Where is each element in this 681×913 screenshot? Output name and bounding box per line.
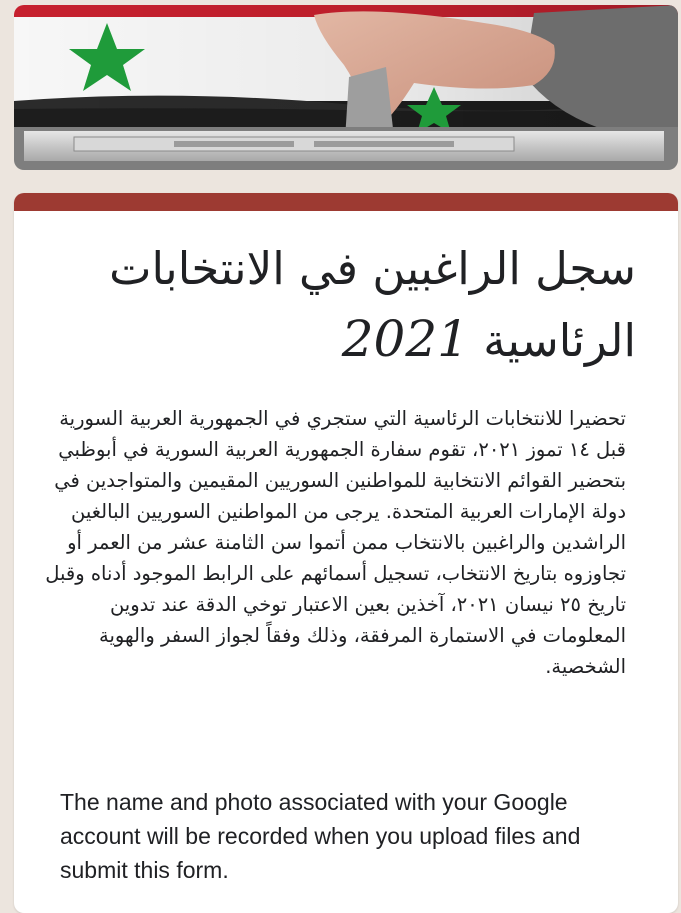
form-title-line2: الرئاسية	[483, 314, 636, 367]
form-header-card	[14, 193, 678, 913]
syrian-flag-ballot-image	[14, 5, 678, 170]
form-title-year: 2021	[341, 310, 469, 368]
header-banner-image	[14, 5, 678, 170]
theme-color-bar	[14, 193, 678, 211]
google-account-notice: The name and photo associated with your Google account will be recorded when you upload files and submit this form.	[60, 789, 581, 883]
form-title	[36, 233, 636, 376]
form-description: تحضيرا للانتخابات الرئاسية التي ستجري في الجمهورية العربية السورية قبل ١٤ تموز ٢٠٢١، تقوم سفارة الجمهورية العربية السورية في أبوظبي بتحضير القوائم الانتخابية للمواطنين السوريين المقيمين والمتواجدين في دولة الإمارات العربية المتحدة. يرجى من المواطنين السوريين البالغين الراشدين والراغبين بالانتخاب ممن أتموا سن الثامنة عشر من العمر أو تجاوزوه بتاريخ الانتخاب، تسجيل أسمائهم على الرابط الموجود أدناه وقبل تاريخ ٢٥ نيسان ٢٠٢١، آخذين بعين الاعتبار توخي الدقة عند تدوين المعلومات في الاستمارة المرفقة، وذلك وفقاً لجواز السفر والهوية الشخصية.	[45, 407, 626, 678]
form-title-line1: سجل الراغبين في الانتخابات	[109, 242, 636, 295]
